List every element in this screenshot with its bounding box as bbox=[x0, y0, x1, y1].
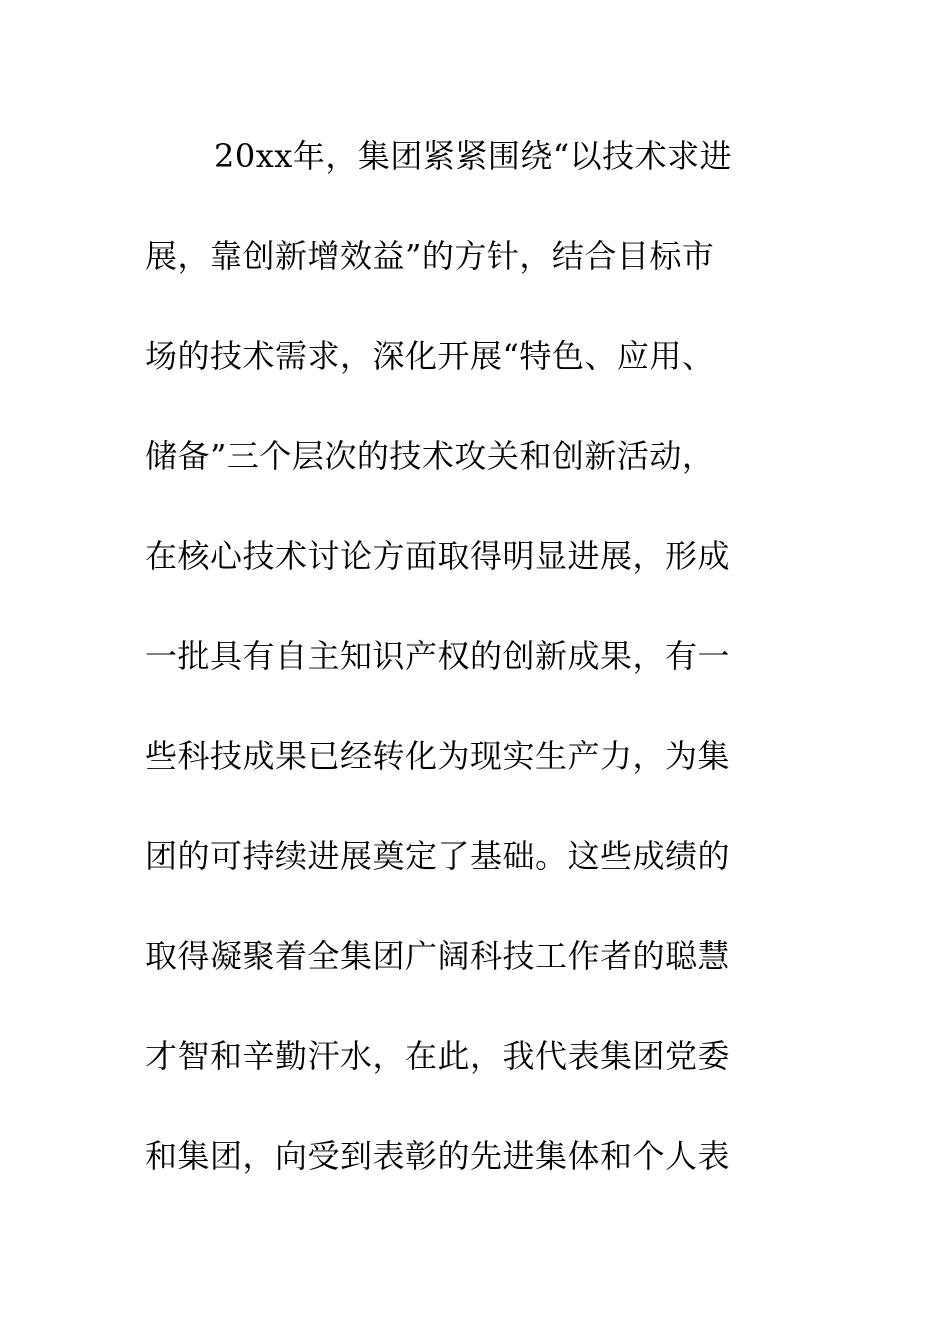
paragraph-line-4: 储备”三个层次的技术攻关和创新活动， bbox=[145, 437, 715, 475]
paragraph-line-9: 取得凝聚着全集团广阔科技工作者的聪慧 bbox=[145, 937, 731, 975]
paragraph-line-5: 在核心技术讨论方面取得明显进展，形成 bbox=[145, 537, 731, 575]
body-paragraph bbox=[145, 128, 805, 1228]
paragraph-line-1: 20xx年，集团紧紧围绕“以技术求进 bbox=[214, 137, 733, 175]
paragraph-line-10: 才智和辛勤汗水，在此，我代表集团党委 bbox=[145, 1037, 731, 1075]
paragraph-line-11: 和集团，向受到表彰的先进集体和个人表 bbox=[145, 1137, 731, 1175]
paragraph-line-2: 展，靠创新增效益”的方针，结合目标市 bbox=[145, 237, 715, 275]
paragraph-line-6: 一批具有自主知识产权的创新成果，有一 bbox=[145, 637, 731, 675]
paragraph-line-3: 场的技术需求，深化开展“特色、应用、 bbox=[145, 337, 715, 375]
paragraph-line-8: 团的可持续进展奠定了基础。这些成绩的 bbox=[145, 837, 731, 875]
paragraph-line-7: 些科技成果已经转化为现实生产力，为集 bbox=[145, 737, 731, 775]
